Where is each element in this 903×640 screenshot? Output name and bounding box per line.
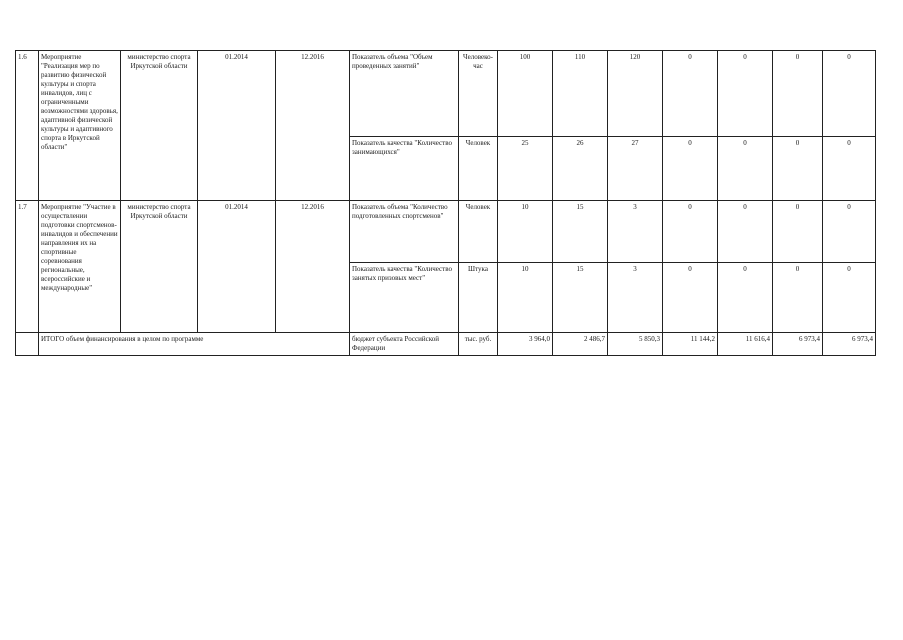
value-cell: 0 [823,137,876,201]
value-cell: 0 [823,263,876,333]
value-cell: 0 [773,51,823,137]
event-name: Мероприятие "Реализация мер по развитию физической культуры и спорта инвалидов, лиц с ограниченными возможностями здоровья, адаптивной физической культуры и адаптивного спорта в Иркутской области" [39,51,121,201]
indicator-name: Показатель качества "Количество занимающихся" [350,137,459,201]
end-date: 12.2016 [276,201,350,333]
value-cell: 15 [553,201,608,263]
value-cell: 26 [553,137,608,201]
indicator-name: Показатель объема "Количество подготовленных спортсменов" [350,201,459,263]
event-name: Мероприятие "Участие в осуществлении подготовки спортсменов-инвалидов и обеспечении направления их на спортивные соревнования региональные, всероссийские и международные" [39,201,121,333]
indicator-unit: Человеко-час [459,51,498,137]
value-cell: 3 [608,263,663,333]
value-cell: 10 [498,263,553,333]
value-cell: 0 [663,137,718,201]
indicator-unit: Штука [459,263,498,333]
program-table [15,50,876,356]
table-row [16,51,876,137]
value-cell: 10 [498,201,553,263]
value-cell: 110 [553,51,608,137]
value-cell: 15 [553,263,608,333]
table-row [16,201,876,263]
total-row [16,333,876,356]
value-cell: 0 [823,201,876,263]
row-number: 1.7 [16,201,39,333]
total-value: 2 486,7 [553,333,608,356]
executor: министерство спорта Иркутской области [121,201,198,333]
value-cell: 0 [718,137,773,201]
total-value: 6 973,4 [773,333,823,356]
start-date: 01.2014 [198,51,276,201]
indicator-unit: Человек [459,201,498,263]
value-cell: 0 [773,263,823,333]
total-value: 3 964,0 [498,333,553,356]
value-cell: 0 [663,51,718,137]
value-cell: 0 [773,201,823,263]
indicator-unit: Человек [459,137,498,201]
total-value: 11 616,4 [718,333,773,356]
value-cell: 0 [663,201,718,263]
end-date: 12.2016 [276,51,350,201]
value-cell: 25 [498,137,553,201]
value-cell: 0 [718,263,773,333]
value-cell: 0 [718,201,773,263]
value-cell: 3 [608,201,663,263]
value-cell: 0 [773,137,823,201]
total-number [16,333,39,356]
indicator-name: Показатель объема "Объем проведенных занятий" [350,51,459,137]
total-value: 5 850,3 [608,333,663,356]
indicator-name: Показатель качества "Количество занятых призовых мест" [350,263,459,333]
total-source: бюджет субъекта Российской Федерации [350,333,459,356]
total-label: ИТОГО объем финансирования в целом по программе [39,333,350,356]
total-value: 11 144,2 [663,333,718,356]
value-cell: 0 [718,51,773,137]
value-cell: 0 [663,263,718,333]
value-cell: 120 [608,51,663,137]
total-value: 6 973,4 [823,333,876,356]
row-number: 1.6 [16,51,39,201]
executor: министерство спорта Иркутской области [121,51,198,201]
value-cell: 100 [498,51,553,137]
start-date: 01.2014 [198,201,276,333]
value-cell: 0 [823,51,876,137]
value-cell: 27 [608,137,663,201]
total-unit: тыс. руб. [459,333,498,356]
